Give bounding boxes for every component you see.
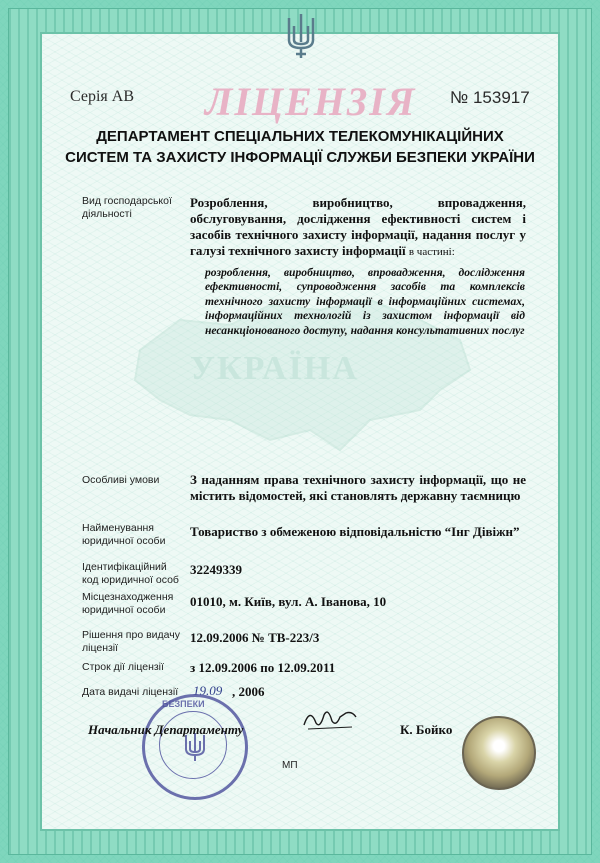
decision-label xyxy=(82,629,180,655)
signature xyxy=(300,703,360,733)
trident-icon xyxy=(284,12,318,60)
activity-detail: розроблення, виробництво, впровадження, дослідження ефективності, супроводження засобів та комплексів технічного захисту інформації в інформаційних системах, інформаційних технологій із захистом інформації від несанкціонованого доступу, надання консультативних послуг xyxy=(205,266,525,337)
department-name xyxy=(60,126,540,168)
activity-suffix: в частині: xyxy=(408,246,455,258)
license-title: ЛІЦЕНЗІЯ xyxy=(205,79,417,124)
id-label-line-1: Ідентифікаційний xyxy=(82,561,167,573)
name-value: Товариство з обмеженою відповідальністю “Інг Дівіжн” xyxy=(190,524,520,539)
decision-label-line-1: Рішення про видачу xyxy=(82,629,180,641)
id-value: 32249339 xyxy=(190,562,242,577)
issue-date-handwritten: 19.09 xyxy=(193,683,223,698)
conditions-label: Особливі умови xyxy=(82,474,160,486)
term-label: Строк дії ліцензії xyxy=(82,661,164,673)
term-value: з 12.09.2006 по 12.09.2011 xyxy=(190,660,336,675)
location-label-line-2: юридичної особи xyxy=(82,604,166,616)
license-number: № 153917 xyxy=(450,88,530,107)
conditions-value: З наданням права технічного захисту інформації, що не містить відомостей, які становлять державну таємницю xyxy=(190,472,526,503)
location-value: 01010, м. Київ, вул. А. Іванова, 10 xyxy=(190,594,387,609)
seal-text: БЕЗПЕКИ xyxy=(162,699,205,709)
map-watermark-label: УКРАЇНА xyxy=(190,350,359,387)
decision-label-line-2: ліцензії xyxy=(82,642,119,654)
official-seal xyxy=(142,694,248,800)
decision-value: 12.09.2006 № ТВ-223/3 xyxy=(190,630,320,645)
name-label-line-1: Найменування xyxy=(82,522,154,534)
activity-label-line-2: діяльності xyxy=(82,208,132,220)
location-label-line-1: Місцезнаходження xyxy=(82,591,174,603)
location-label xyxy=(82,591,173,617)
department-line-2: СИСТЕМ ТА ЗАХИСТУ ІНФОРМАЦІЇ СЛУЖБИ БЕЗПЕКИ УКРАЇНИ xyxy=(65,149,535,166)
activity-label xyxy=(82,195,172,221)
department-line-1: ДЕПАРТАМЕНТ СПЕЦІАЛЬНИХ ТЕЛЕКОМУНІКАЦІЙНИХ xyxy=(96,128,504,145)
name-label-line-2: юридичної особи xyxy=(82,535,166,547)
activity-label-line-1: Вид господарської xyxy=(82,195,172,207)
license-series: Серія АВ xyxy=(70,88,134,105)
issue-label: Дата видачі ліцензії xyxy=(82,686,179,698)
activity-value xyxy=(190,195,526,260)
name-label xyxy=(82,522,165,548)
id-label xyxy=(82,561,179,587)
id-label-line-2: код юридичної особ xyxy=(82,574,179,586)
head-of-department-label: Начальник Департаменту xyxy=(88,722,244,737)
signer-name: К. Бойко xyxy=(400,722,453,737)
activity-text: Розроблення, виробництво, впровадження, обслуговування, дослідження ефективності систем і засобів технічного захисту інформації, надання послуг у галузі технічного захисту інформації xyxy=(190,195,526,258)
hologram-emblem xyxy=(462,716,536,790)
stamp-place-label: МП xyxy=(282,760,298,771)
issue-year: , 2006 xyxy=(232,684,265,699)
